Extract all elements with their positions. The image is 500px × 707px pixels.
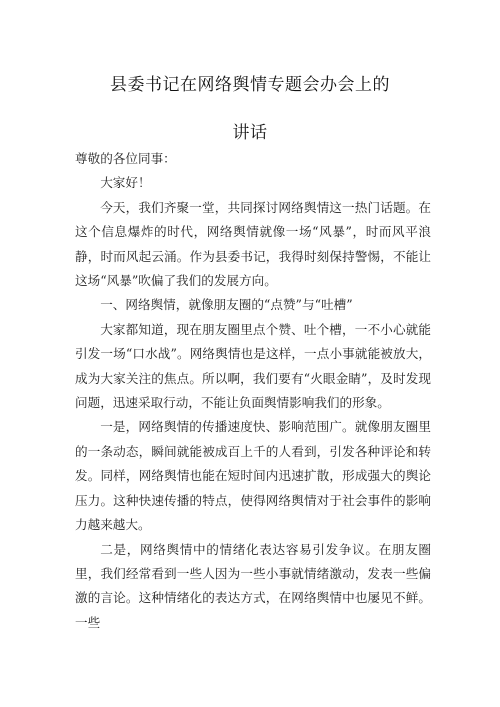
section-heading-1: 一、网络舆情，就像朋友圈的“点赞”与“吐槽” [100, 297, 353, 313]
salutation: 尊敬的各位同事： [75, 151, 176, 166]
paragraph-point-2: 二是，网络舆情中的情绪化表达容易引发争议。在朋友圈里，我们经常看到一些人因为一些小事就情绪激动，发表一些偏激的言论。这种情绪化的表达方式，在网络舆情中也屡见不鲜。一些 [75, 541, 431, 630]
paragraph-greeting: 大家好！ [100, 175, 151, 191]
paragraph-point-1: 一是，网络舆情的传播速度快、影响范围广。就像朋友圈里的一条动态，瞬间就能被成百上千的人看到，引发各种评论和转发。同样，网络舆情也能在短时间内迅速扩散，形成强大的舆论压力。这种快速传播的特点，使得网络舆情对于社会事件的影响力越来越大。 [75, 419, 431, 533]
document-title-line-1: 县委书记在网络舆情专题会办会上的 [110, 75, 390, 95]
document-title-line-2: 讲话 [232, 123, 268, 143]
paragraph-intro: 今天，我们齐聚一堂，共同探讨网络舆情这一热门话题。在这个信息爆炸的时代，网络舆情就像一场“风暴”，时而风平浪静，时而风起云涌。作为县委书记，我得时刻保持警惕，不能让这场“风暴”吹偏了我们的发展方向。 [75, 199, 431, 289]
paragraph-section-1: 大家都知道，现在朋友圈里点个赞、吐个槽，一不小心就能引发一场“口水战”。网络舆情也是这样，一点小事就能被放大，成为大家关注的焦点。所以啊，我们要有“火眼金睛”，及时发现问题，迅速采取行动，不能让负面舆情影响我们的形象。 [75, 321, 431, 411]
document-body [75, 147, 431, 635]
